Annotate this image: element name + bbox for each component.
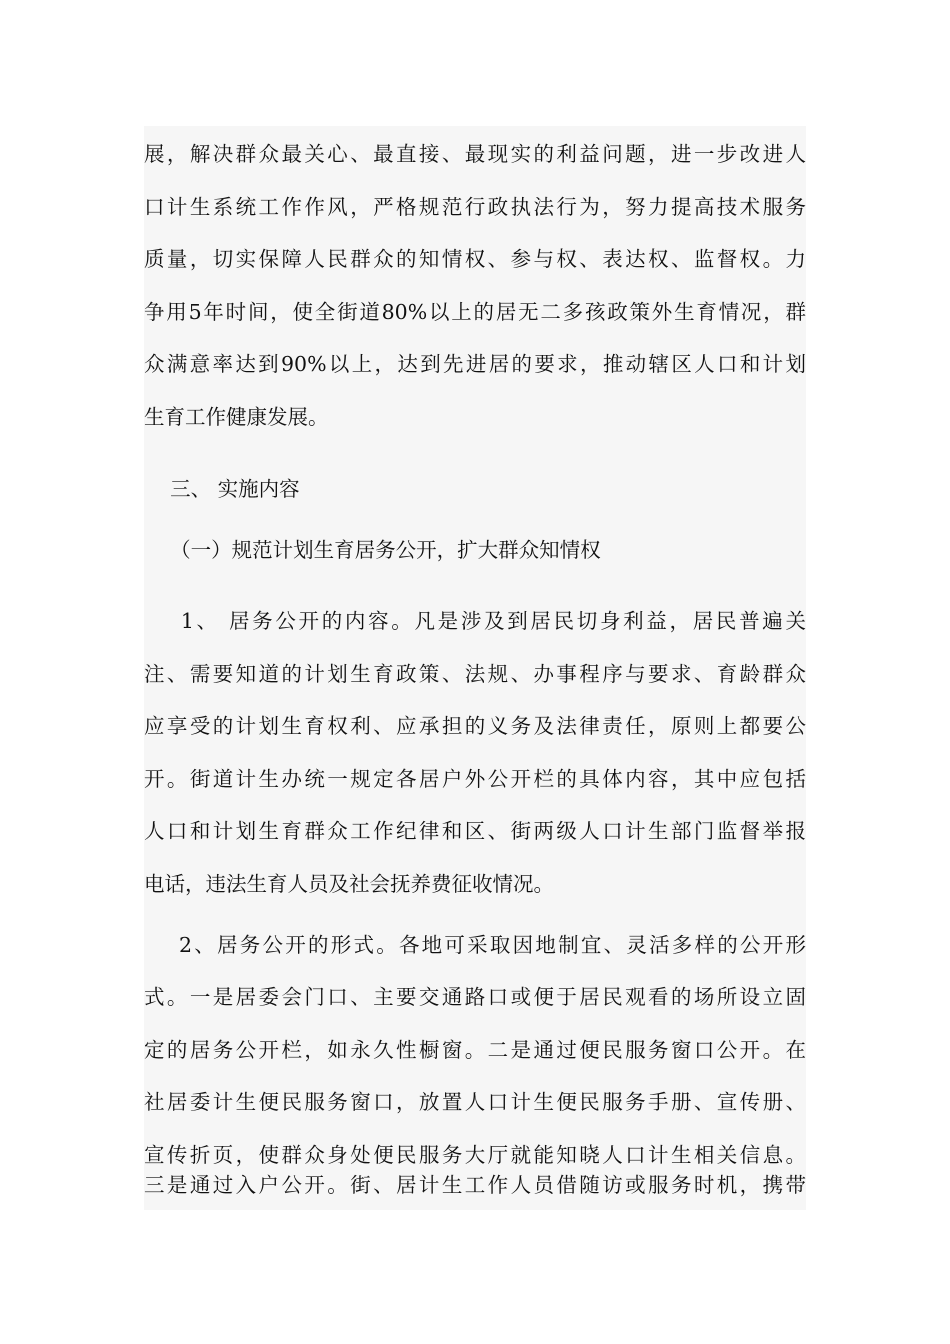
section-heading: 三、 实施内容 <box>144 477 300 501</box>
paragraph-line: 宣传折页，使群众身处便民服务大厅就能知晓人口计生相关信息。 <box>144 1143 806 1167</box>
paragraph-line: 定的居务公开栏，如永久性橱窗。二是通过便民服务窗口公开。在 <box>144 1038 806 1062</box>
paragraph-line: 社居委计生便民服务窗口，放置人口计生便民服务手册、宣传册、 <box>144 1090 806 1114</box>
paragraph-line: 1、 居务公开的内容。凡是涉及到居民切身利益，居民普遍关 <box>144 609 806 633</box>
paragraph-line: 三是通过入户公开。街、居计生工作人员借随访或服务时机，携带 <box>144 1173 806 1197</box>
paragraph-line: 生育工作健康发展。 <box>144 405 329 429</box>
paragraph-line: 2、居务公开的形式。各地可采取因地制宜、灵活多样的公开形 <box>144 933 806 957</box>
paragraph-line: 注、需要知道的计划生育政策、法规、办事程序与要求、育龄群众 <box>144 662 806 686</box>
paragraph-line: 展，解决群众最关心、最直接、最现实的利益问题，进一步改进人 <box>144 142 806 166</box>
paragraph-line: 式。一是居委会门口、主要交通路口或便于居民观看的场所设立固 <box>144 985 806 1009</box>
paragraph-line: 争用5年时间，使全街道80%以上的居无二多孩政策外生育情况，群 <box>144 300 806 324</box>
paragraph-line: 口计生系统工作作风，严格规范行政执法行为，努力提高技术服务 <box>144 195 806 219</box>
paragraph-line: 开。街道计生办统一规定各居户外公开栏的具体内容，其中应包括 <box>144 767 806 791</box>
paragraph-line: 应享受的计划生育权利、应承担的义务及法律责任，原则上都要公 <box>144 714 806 738</box>
paragraph-line: 人口和计划生育群众工作纪律和区、街两级人口计生部门监督举报 <box>144 819 806 843</box>
paragraph-line: 众满意率达到90%以上，达到先进居的要求，推动辖区人口和计划 <box>144 352 806 376</box>
document-page <box>144 126 806 1210</box>
paragraph-line: 电话，违法生育人员及社会抚养费征收情况。 <box>144 872 554 896</box>
subsection-heading: （一）规范计划生育居务公开，扩大群众知情权 <box>144 538 601 562</box>
paragraph-line: 质量，切实保障人民群众的知情权、参与权、表达权、监督权。力 <box>144 247 806 271</box>
